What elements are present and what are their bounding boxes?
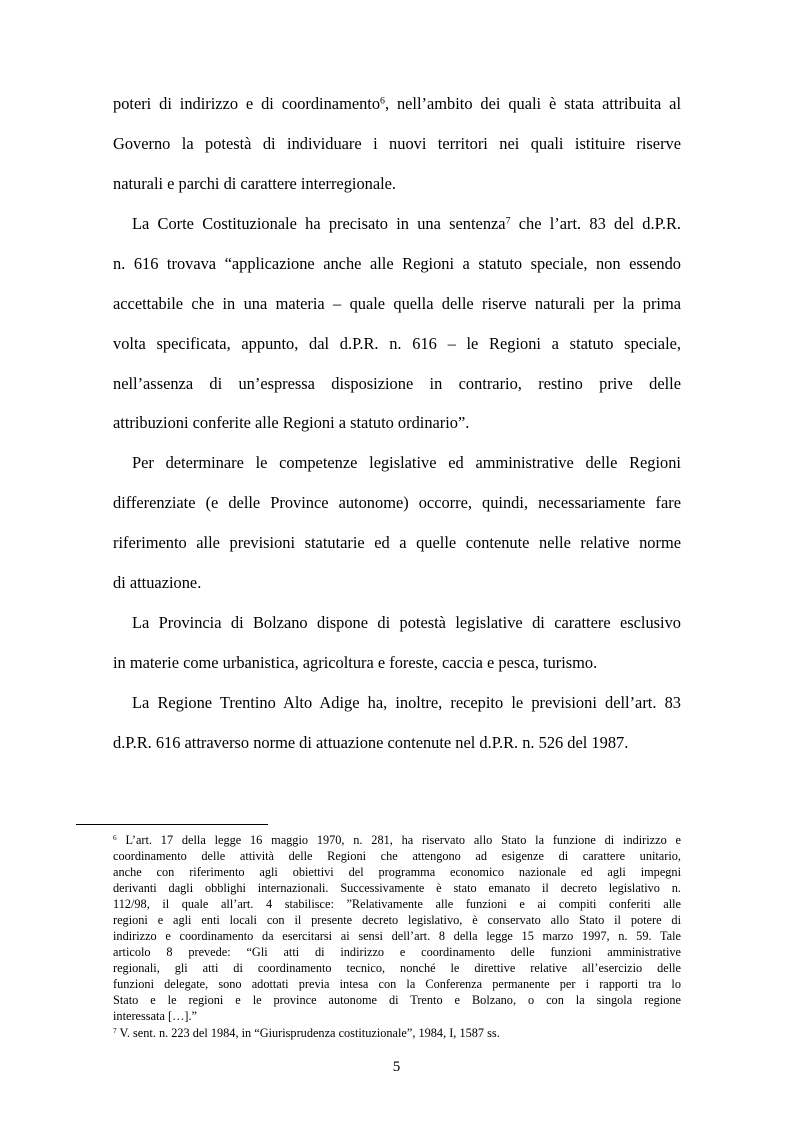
footnote-line: 112/98, il quale all’art. 4 stabilisce: ”Relativamente alle funzioni e ai compiti conferiti alle xyxy=(113,897,681,911)
body-line: in materie come urbanistica, agricoltura e foreste, caccia e pesca, turismo. xyxy=(113,653,598,672)
footnote-line: indirizzo e coordinamento da esercitarsi ai sensi dell’art. 8 della legge 15 marzo 1997, n. 59. Tale xyxy=(113,929,681,943)
body-line: naturali e parchi di carattere interregionale. xyxy=(113,174,397,193)
footnote-line: coordinamento delle attività delle Regioni che attengono ad esigenze di carattere unitario, xyxy=(113,849,681,863)
body-line: Governo la potestà di individuare i nuovi territori nei quali istituire riserve xyxy=(113,134,681,153)
body-line: poteri di indirizzo e di coordinamento$^6$, nell’ambito dei quali è stata attribuita al xyxy=(113,94,681,113)
footnote-line: regionali, gli atti di coordinamento tecnico, nonché le direttive relative all’esercizio delle xyxy=(113,961,681,975)
footnote-line: $^7$ V. sent. n. 223 del 1984, in “Giurisprudenza costituzionale”, 1984, I, 1587 ss. xyxy=(113,1025,500,1040)
footnote-number: 6 xyxy=(113,832,117,842)
footnote-line: Stato e le regioni e le province autonome di Trento e Bolzano, o con la singola regione xyxy=(113,993,681,1007)
footnote-line: regioni e agli enti locali con il presente decreto legislativo, è conservato allo Stato il potere di xyxy=(113,913,681,927)
body-line: differenziate (e delle Province autonome) occorre, quindi, necessariamente fare xyxy=(113,493,681,512)
body-line: nell’assenza di un’espressa disposizione in contrario, restino prive delle xyxy=(113,374,681,393)
footnote-line: $^6$ L’art. 17 della legge 16 maggio 1970, n. 281, ha riservato allo Stato la funzione di indirizzo e xyxy=(113,832,681,847)
body-line: di attuazione. xyxy=(113,573,202,592)
body-line: La Corte Costituzionale ha precisato in una sentenza$^7$ che l’art. 83 del d.P.R. xyxy=(132,214,681,233)
footnote-line: anche con riferimento agli obiettivi del programma economico nazionale ed agli impegni xyxy=(113,865,681,879)
footnote-ref[interactable]: 7 xyxy=(505,215,511,227)
footnote-line: interessata […].” xyxy=(113,1009,197,1023)
body-line: d.P.R. 616 attraverso norme di attuazione contenute nel d.P.R. n. 526 del 1987. xyxy=(113,733,629,752)
footnote-ref[interactable]: 6 xyxy=(380,95,385,107)
body-line: volta specificata, appunto, dal d.P.R. n. 616 – le Regioni a statuto speciale, xyxy=(113,334,681,353)
footnote-line: derivanti dagli obblighi internazionali. Successivamente è stato emanato il decreto legislativo n. xyxy=(113,881,681,895)
body-line: accettabile che in una materia – quale quella delle riserve naturali per la prima xyxy=(113,294,681,313)
footnote-number: 7 xyxy=(113,1025,117,1035)
footnote-line: articolo 8 prevede: “Gli atti di indirizzo e coordinamento delle funzioni amministrative xyxy=(113,945,681,959)
body-line: n. 616 trovava “applicazione anche alle Regioni a statuto speciale, non essendo xyxy=(113,254,681,273)
body-line: La Provincia di Bolzano dispone di potestà legislative di carattere esclusivo xyxy=(132,613,681,632)
body-line: La Regione Trentino Alto Adige ha, inoltre, recepito le previsioni dell’art. 83 xyxy=(132,693,681,712)
body-line: riferimento alle previsioni statutarie ed a quelle contenute nelle relative norme xyxy=(113,533,681,552)
footnote-line: funzioni delegate, sono adottati previa intesa con la Conferenza permanente per i rapporti tra lo xyxy=(113,977,681,991)
page-number: 5 xyxy=(392,1059,401,1075)
body-line: attribuzioni conferite alle Regioni a statuto ordinario”. xyxy=(113,413,470,432)
footnote-separator xyxy=(76,824,268,825)
body-line: Per determinare le competenze legislative ed amministrative delle Regioni xyxy=(132,453,681,472)
